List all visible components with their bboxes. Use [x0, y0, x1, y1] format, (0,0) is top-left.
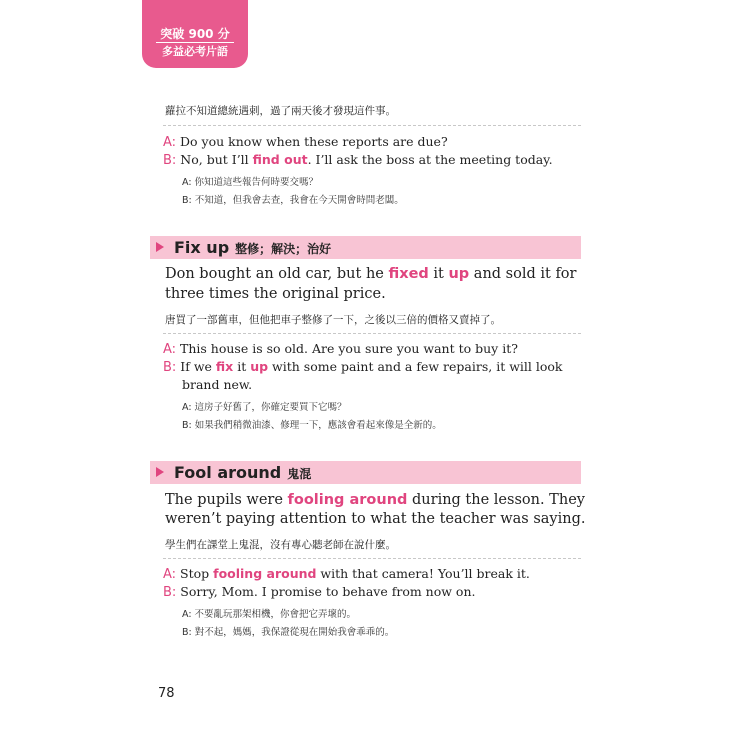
dialog3-b-cn: B: 對不起，媽媽，我保證從現在開始我會乖乖的。 — [182, 627, 395, 638]
speaker-b: B: — [163, 153, 177, 168]
phrase-meaning: 鬼混 — [287, 467, 312, 481]
dialog1-line-a — [163, 134, 448, 150]
dialog3-line-a — [163, 566, 530, 582]
dialog1-line-b — [163, 152, 553, 168]
dialog1-a-text: Do you know when these reports are due? — [180, 134, 448, 149]
dialog2-b-line2: brand new. — [182, 377, 253, 392]
phrase-header-fool-around — [150, 461, 581, 484]
example-text: Don bought an old car, but he — [165, 266, 389, 282]
example-text: and sold it for — [469, 266, 577, 282]
dialog3-a-cn: A: 不要亂玩那架相機，你會把它弄壞的。 — [182, 609, 357, 620]
dialog1-b-post: . I’ll ask the boss at the meeting today. — [307, 152, 553, 167]
example-line-2: weren’t paying attention to what the teacher was saying. — [165, 511, 586, 527]
speaker-b: B: — [163, 585, 177, 600]
page-number: 78 — [158, 686, 175, 701]
dialog1-b-pre: No, but I’ll — [180, 152, 253, 167]
example-line-1 — [165, 266, 576, 282]
dialog3-a-post: with that camera! You’ll break it. — [316, 566, 530, 581]
dialog1-b-cn: B: 不知道，但我會去查，我會在今天開會時問老闆。 — [182, 195, 404, 206]
example-line-2: three times the original price. — [165, 286, 386, 302]
chapter-tab — [142, 0, 248, 68]
dialog2-a-cn: A: 這房子好舊了，你確定要買下它嗎？ — [182, 402, 347, 413]
example-highlight: up — [448, 266, 470, 282]
example-text: it — [428, 266, 449, 282]
dialog2-b-highlight: up — [250, 359, 269, 374]
example-line-1 — [165, 492, 585, 508]
example-translation-cn: 學生們在課堂上鬼混，沒有專心聽老師在說什麼。 — [165, 539, 396, 551]
example-highlight: fooling around — [287, 492, 408, 508]
divider — [163, 125, 581, 126]
chapter-tab-title: 突破 900 分 — [160, 27, 230, 41]
chapter-tab-subtitle: 多益必考片語 — [162, 45, 228, 58]
dialog2-b-pre: If we — [180, 359, 216, 374]
dialog2-b-mid: it — [233, 359, 251, 374]
example-highlight: fixed — [388, 266, 429, 282]
divider — [163, 333, 581, 334]
dialog1-a-cn: A: 你知道這些報告何時要交嗎？ — [182, 177, 319, 188]
speaker-a: A: — [163, 342, 177, 357]
divider — [163, 558, 581, 559]
dialog3-a-highlight: fooling around — [213, 566, 317, 581]
triangle-bullet-icon — [156, 242, 164, 252]
dialog2-a-text: This house is so old. Are you sure you want to buy it? — [180, 341, 518, 356]
phrase-title: Fool around — [174, 463, 282, 482]
dialog2-b-highlight: fix — [215, 359, 234, 374]
phrase-title: Fix up — [174, 238, 230, 257]
dialog1-b-highlight: find out — [252, 152, 308, 167]
dialog2-line-a — [163, 341, 518, 357]
example-text: The pupils were — [165, 492, 288, 508]
example-text: during the lesson. They — [407, 492, 585, 508]
dialog2-line-b — [163, 359, 563, 375]
chapter-tab-divider — [156, 42, 234, 43]
dialog2-b-cn: B: 如果我們稍微油漆、修理一下，應該會看起來像是全新的。 — [182, 420, 442, 431]
phrase-header-fix-up — [150, 236, 581, 259]
speaker-b: B: — [163, 360, 177, 375]
top-sentence-cn: 蘿拉不知道總統遇刺，過了兩天後才發現這件事。 — [165, 105, 396, 117]
phrase-meaning: 整修；解決；治好 — [235, 242, 332, 256]
speaker-a: A: — [163, 135, 177, 150]
example-translation-cn: 唐買了一部舊車，但他把車子整修了一下，之後以三倍的價格又賣掉了。 — [165, 314, 501, 326]
triangle-bullet-icon — [156, 467, 164, 477]
dialog3-b-text: Sorry, Mom. I promise to behave from now on. — [180, 584, 476, 599]
dialog3-line-b — [163, 584, 475, 600]
dialog2-b-post: with some paint and a few repairs, it will look — [268, 359, 563, 374]
dialog3-a-pre: Stop — [180, 566, 214, 581]
speaker-a: A: — [163, 567, 177, 582]
